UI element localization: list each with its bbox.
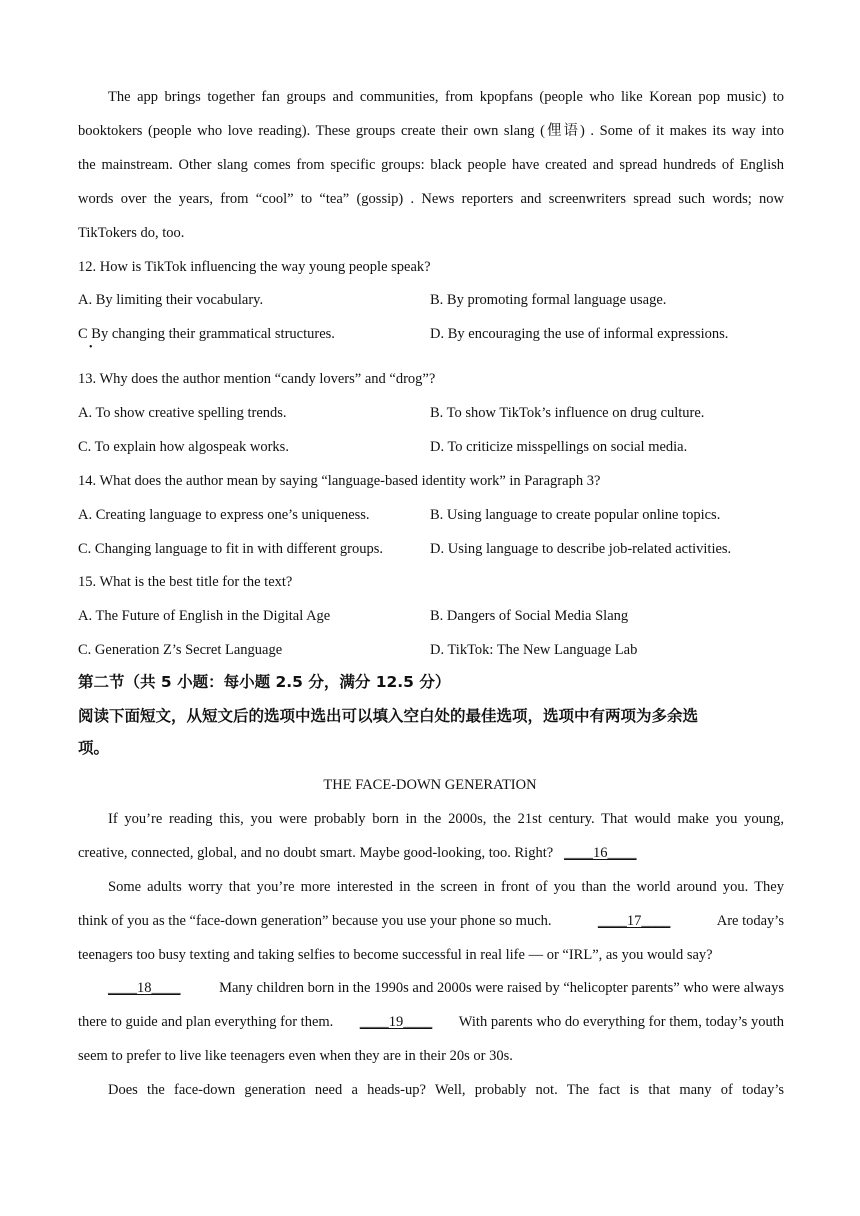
- blank-16: ____16____: [564, 845, 637, 861]
- option-c: C. To explain how algospeak works.: [78, 439, 289, 455]
- article-text: there to guide and plan everything for them.: [78, 1014, 334, 1030]
- question-stem: 15. What is the best title for the text?: [78, 574, 293, 590]
- passage-line: The app brings together fan groups and communities, from kpopfans (people who like Korean pop music) to: [108, 89, 784, 105]
- option-b: B. Dangers of Social Media Slang: [430, 608, 629, 624]
- article-line: [78, 1012, 784, 1032]
- passage-line: booktokers (people who love reading). These groups create their own slang (俚语) . Some of it makes its way into: [78, 123, 784, 139]
- option-c: C. Changing language to fit in with different groups.: [78, 541, 383, 557]
- article-line: [78, 843, 784, 863]
- blank-19: ____19____: [359, 1014, 433, 1030]
- stray-dot: •: [89, 342, 93, 353]
- article-line: If you’re reading this, you were probably born in the 2000s, the 21st century. That would make you young,: [108, 811, 784, 827]
- option-b: B. To show TikTok’s influence on drug culture.: [430, 405, 705, 421]
- article-title: THE FACE-DOWN GENERATION: [323, 777, 537, 793]
- option-a: A. The Future of English in the Digital Age: [78, 608, 331, 624]
- blank-17: ____17____: [597, 913, 671, 929]
- option-c: C. Generation Z’s Secret Language: [78, 642, 283, 658]
- article-text: creative, connected, global, and no doubt smart. Maybe good-looking, too. Right?: [78, 845, 554, 861]
- option-d: D. Using language to describe job-related activities.: [430, 541, 732, 557]
- article-text: Many children born in the 1990s and 2000s were raised by “helicopter parents” who were always: [219, 980, 784, 996]
- article-text: think of you as the “face-down generation” because you use your phone so much.: [78, 913, 552, 929]
- article-line: Does the face-down generation need a heads-up? Well, probably not. The fact is that many of today’s: [108, 1082, 784, 1098]
- option-d: D. By encouraging the use of informal expressions.: [430, 326, 729, 342]
- option-a: A. By limiting their vocabulary.: [78, 292, 264, 308]
- article-line: [108, 978, 784, 998]
- question-stem: 12. How is TikTok influencing the way young people speak?: [78, 259, 431, 275]
- option-a: A. To show creative spelling trends.: [78, 405, 287, 421]
- option-d: D. TikTok: The New Language Lab: [430, 642, 638, 658]
- article-line: [78, 911, 784, 931]
- option-a: A. Creating language to express one’s uniqueness.: [78, 507, 370, 523]
- passage-line: words over the years, from “cool” to “tea” (gossip) . News reporters and screenwriters spread such words; now: [78, 191, 784, 207]
- article-text: Are today’s: [716, 913, 784, 929]
- section-instruction: 阅读下面短文，从短文后的选项中选出可以填入空白处的最佳选项，选项中有两项为多余选: [78, 707, 699, 725]
- article-text: With parents who do everything for them, today’s youth: [458, 1014, 784, 1030]
- question-stem: 13. Why does the author mention “candy lovers” and “drog”?: [78, 371, 436, 387]
- article-line: seem to prefer to live like teenagers even when they are in their 20s or 30s.: [78, 1048, 513, 1064]
- passage-line: the mainstream. Other slang comes from specific groups: black people have created and spread hundreds of English: [78, 157, 784, 173]
- section-instruction: 项。: [78, 739, 110, 757]
- blank-18: ____18____: [108, 980, 181, 996]
- passage-line: TikTokers do, too.: [78, 225, 185, 241]
- option-b: B. By promoting formal language usage.: [430, 292, 667, 308]
- option-d: D. To criticize misspellings on social media.: [430, 439, 688, 455]
- question-stem: 14. What does the author mean by saying “language-based identity work” in Paragraph 3?: [78, 473, 601, 489]
- article-line: Some adults worry that you’re more interested in the screen in front of you than the world around you. They: [108, 879, 784, 895]
- section-heading: 第二节（共 5 小题：每小题 2.5 分，满分 12.5 分）: [78, 673, 451, 691]
- option-b: B. Using language to create popular online topics.: [430, 507, 721, 523]
- option-c: C By changing their grammatical structures.: [78, 326, 335, 342]
- article-line: teenagers too busy texting and taking selfies to become successful in real life — or “IRL”, as you would say?: [78, 947, 713, 963]
